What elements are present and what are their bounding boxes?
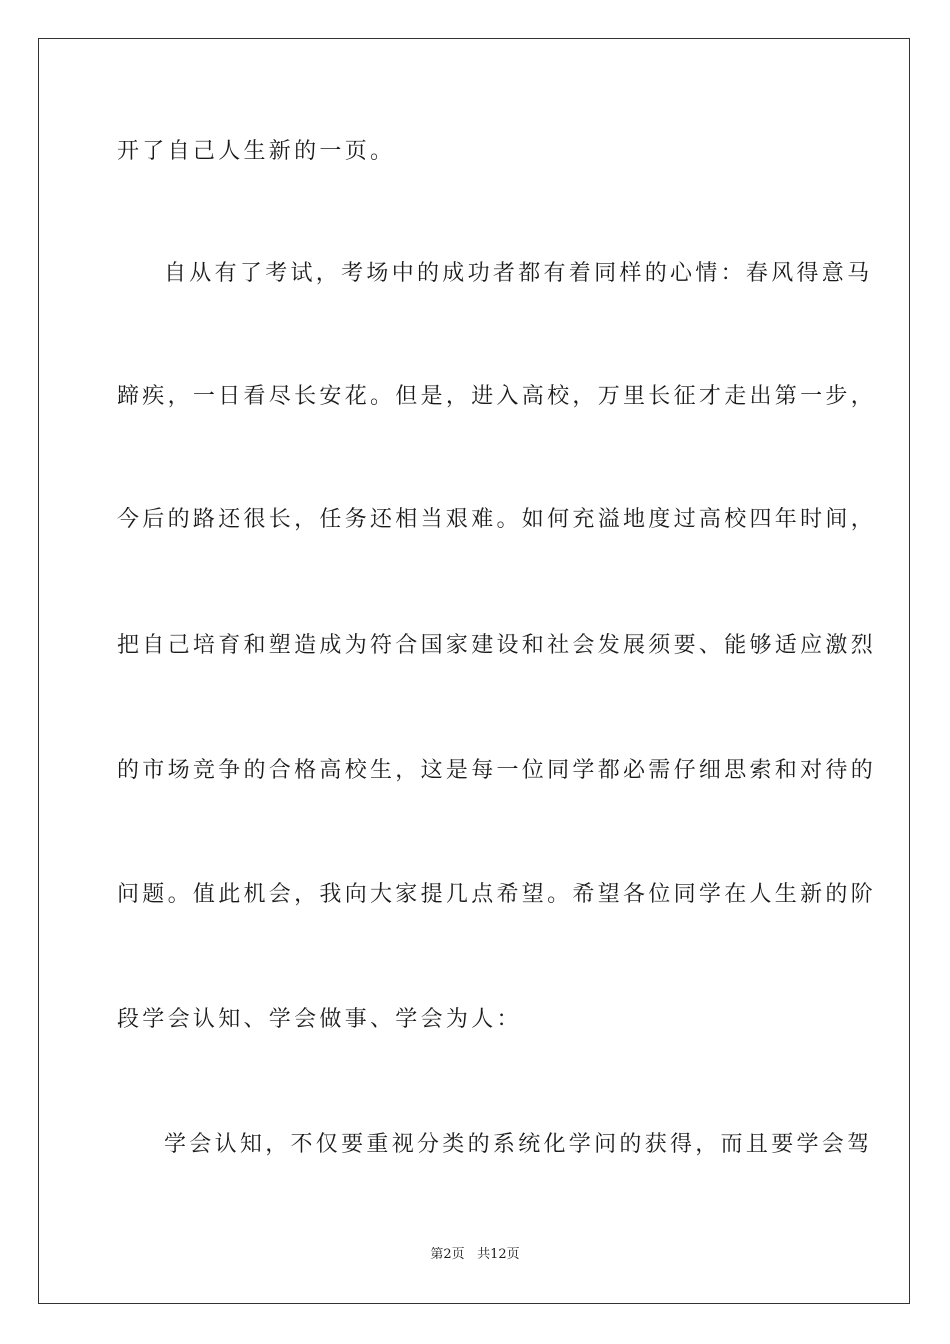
page-number: 第2页 bbox=[430, 1247, 465, 1262]
text-line: 的市场竞争的合格高校生，这是每一位同学都必需仔细思索和对待的 bbox=[117, 758, 877, 783]
paragraph-start-line: 学会认知，不仅要重视分类的系统化学问的获得，而且要学会驾 bbox=[164, 1132, 873, 1157]
text-line: 把自己培育和塑造成为符合国家建设和社会发展须要、能够适应激烈 bbox=[117, 633, 877, 658]
text-line: 开了自己人生新的一页。 bbox=[117, 139, 396, 164]
text-line: 今后的路还很长，任务还相当艰难。如何充溢地度过高校四年时间， bbox=[117, 507, 877, 532]
page-total: 共12页 bbox=[477, 1247, 520, 1262]
paragraph-start-line: 自从有了考试，考场中的成功者都有着同样的心情：春风得意马 bbox=[164, 261, 873, 286]
text-line: 问题。值此机会，我向大家提几点希望。希望各位同学在人生新的阶 bbox=[117, 882, 877, 907]
text-line: 段学会认知、学会做事、学会为人： bbox=[117, 1007, 522, 1032]
text-line: 蹄疾，一日看尽长安花。但是，进入高校，万里长征才走出第一步， bbox=[117, 384, 877, 409]
page-border bbox=[38, 38, 910, 1304]
page-footer bbox=[0, 1246, 950, 1264]
